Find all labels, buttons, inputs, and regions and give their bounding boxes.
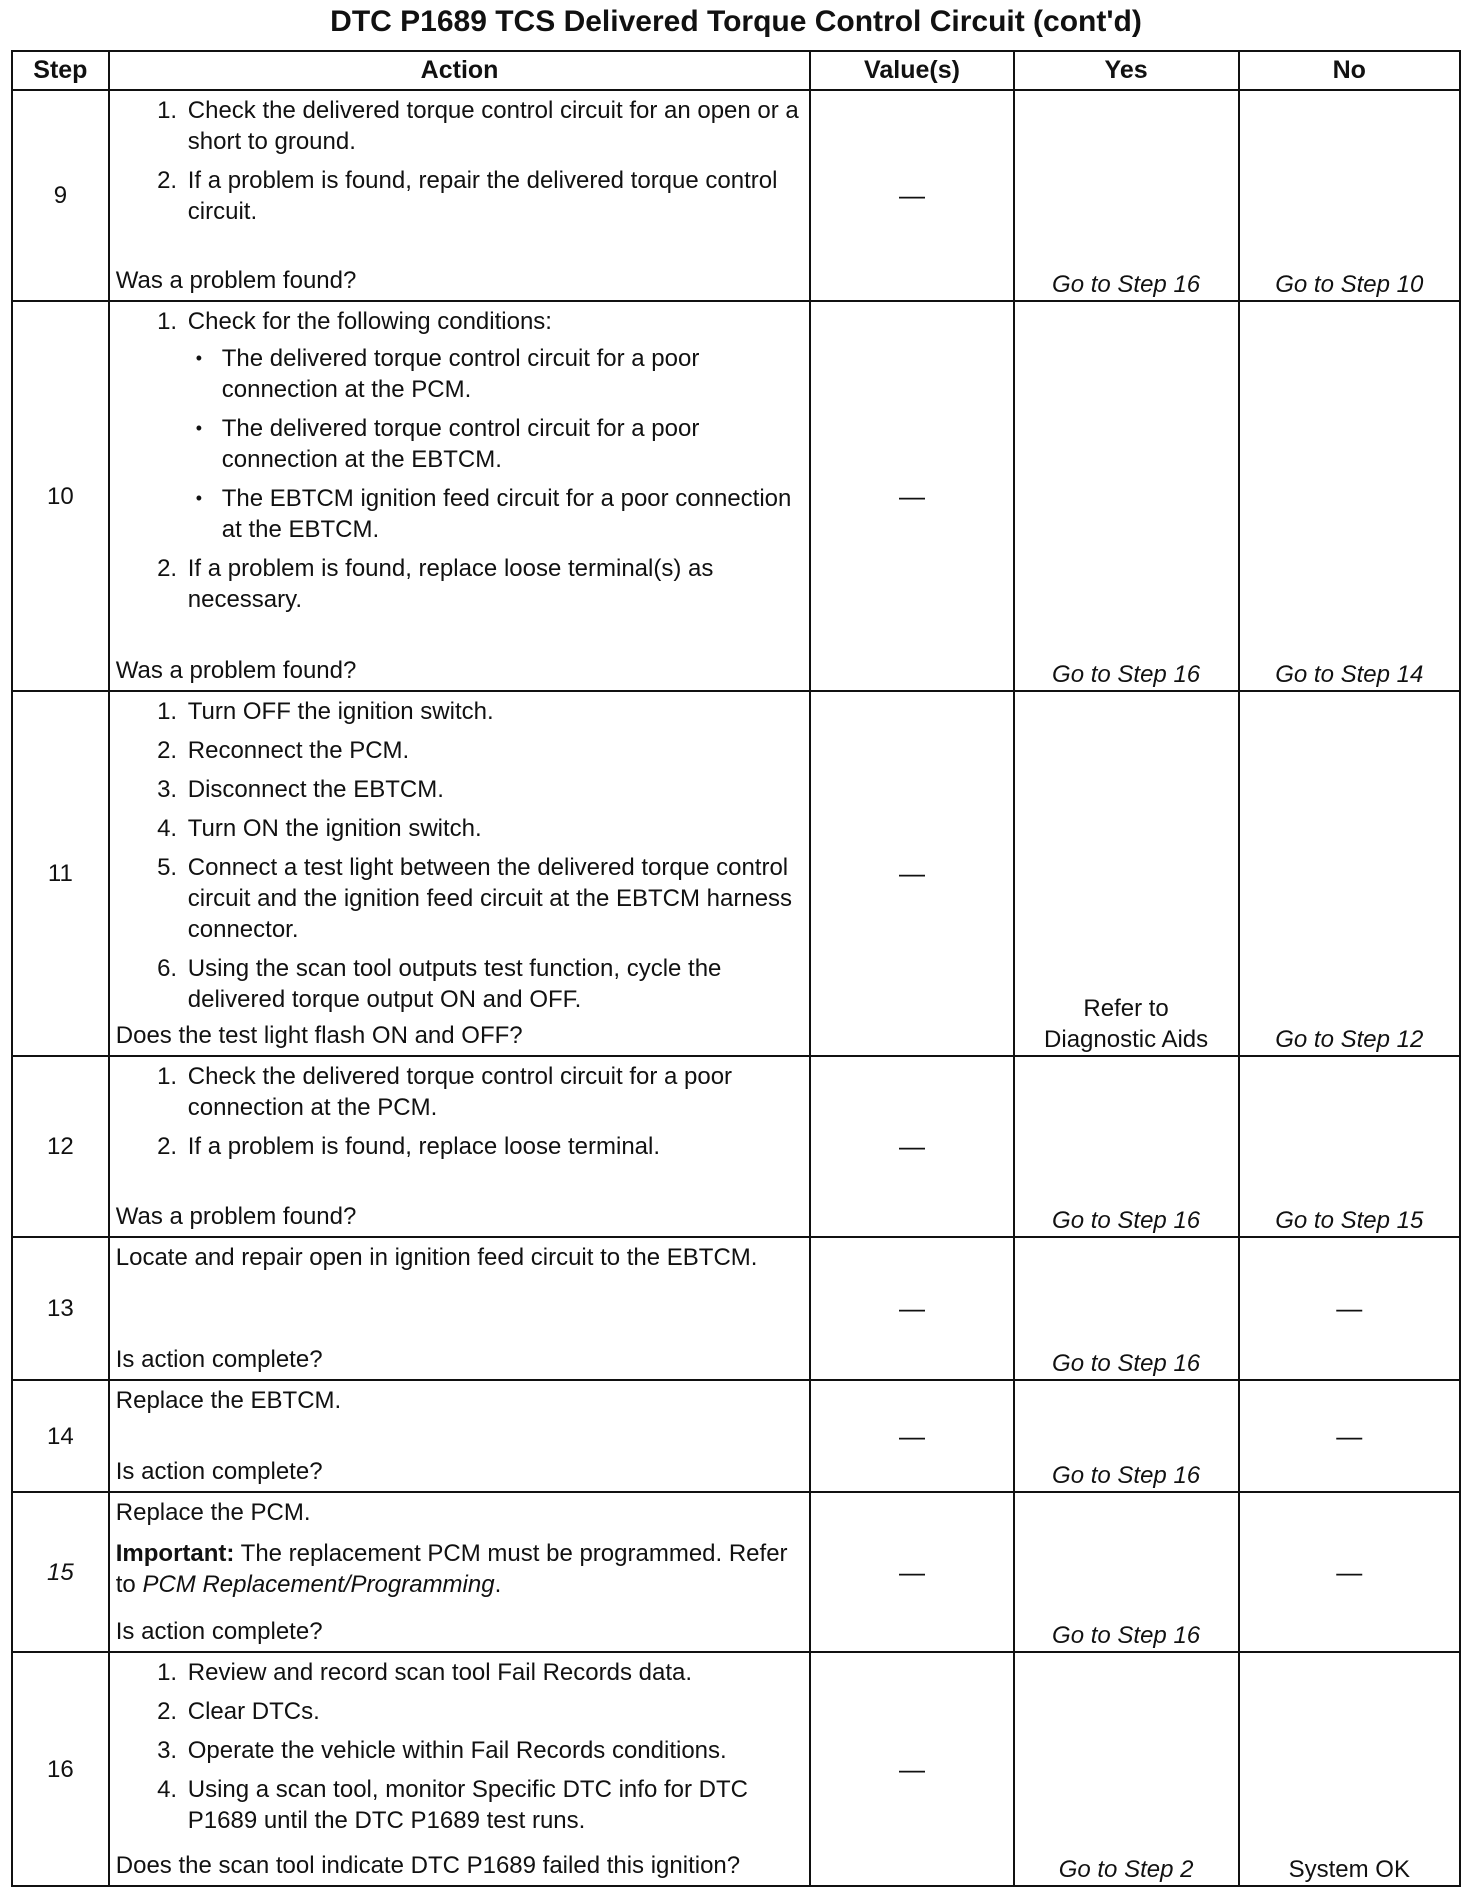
action-cell <box>109 1237 811 1380</box>
action-text: Replace the PCM. <box>115 1499 311 1526</box>
header-row <box>12 51 1460 90</box>
action-question: Is action complete? <box>115 1346 323 1373</box>
step-number: 14 <box>12 1380 109 1492</box>
action-cell <box>109 1492 811 1652</box>
action-steps <box>116 306 804 615</box>
header-no: No <box>1239 51 1460 90</box>
step-number: 13 <box>12 1237 109 1380</box>
no-value: — <box>1239 1237 1460 1380</box>
important-label: Important: <box>115 1540 235 1567</box>
action-question: Was a problem found? <box>115 1203 357 1230</box>
table-row <box>12 691 1460 1056</box>
list-item: 4. Turn ON the ignition switch. <box>184 813 804 844</box>
header-step: Step <box>12 51 109 90</box>
action-text: Replace the EBTCM. <box>115 1387 342 1414</box>
action-question: Is action complete? <box>115 1618 323 1645</box>
action-steps <box>116 1657 804 1836</box>
list-item: 3. Disconnect the EBTCM. <box>184 774 804 805</box>
step-number: 16 <box>12 1652 109 1886</box>
table-row <box>12 1237 1460 1380</box>
action-cell <box>109 1056 811 1237</box>
list-item: 4. Using a scan tool, monitor Specific DTC info for DTC P1689 until the DTC P1689 test runs. <box>184 1774 804 1836</box>
header-action: Action <box>109 51 811 90</box>
list-item: 2. Clear DTCs. <box>184 1696 804 1727</box>
table-row <box>12 1380 1460 1492</box>
yes-link[interactable]: Go to Step 16 <box>1014 1237 1239 1380</box>
no-value: — <box>1239 1492 1460 1652</box>
action-steps <box>116 95 804 227</box>
list-item: 2. Reconnect the PCM. <box>184 735 804 766</box>
action-cell <box>109 1652 811 1886</box>
action-question: Was a problem found? <box>115 267 357 294</box>
action-cell <box>109 691 811 1056</box>
action-question: Was a problem found? <box>115 657 357 684</box>
value-cell: — <box>810 1237 1013 1380</box>
yes-link[interactable]: Go to Step 16 <box>1014 1380 1239 1492</box>
action-cell <box>109 90 811 301</box>
yes-link[interactable]: Go to Step 16 <box>1014 301 1239 691</box>
no-result: System OK <box>1239 1652 1460 1886</box>
action-question: Does the scan tool indicate DTC P1689 failed this ignition? <box>115 1852 741 1879</box>
list-item <box>184 306 804 545</box>
table-row <box>12 1492 1460 1652</box>
table-row <box>12 1652 1460 1886</box>
step-number: 10 <box>12 301 109 691</box>
action-steps <box>116 696 804 1015</box>
action-steps <box>116 1061 804 1162</box>
no-value: — <box>1239 1380 1460 1492</box>
yes-link[interactable]: Go to Step 2 <box>1014 1652 1239 1886</box>
list-item: 1. Turn OFF the ignition switch. <box>184 696 804 727</box>
diagnostic-table <box>11 50 1461 1887</box>
sub-item: • The delivered torque control circuit for a poor connection at the PCM. <box>222 343 804 405</box>
action-question: Does the test light flash ON and OFF? <box>115 1022 523 1049</box>
yes-link[interactable] <box>1014 691 1239 1056</box>
no-link[interactable]: Go to Step 14 <box>1239 301 1460 691</box>
value-cell: — <box>810 1056 1013 1237</box>
list-item: 1. Check the delivered torque control circuit for a poor connection at the PCM. <box>184 1061 804 1123</box>
sub-item: • The EBTCM ignition feed circuit for a poor connection at the EBTCM. <box>222 483 804 545</box>
yes-line: Diagnostic Aids <box>1044 1026 1209 1053</box>
yes-link[interactable]: Go to Step 16 <box>1014 1492 1239 1652</box>
list-item: 6. Using the scan tool outputs test function, cycle the delivered torque output ON and OFF. <box>184 953 804 1015</box>
table-row <box>12 1056 1460 1237</box>
value-cell: — <box>810 1380 1013 1492</box>
page-title: DTC P1689 TCS Delivered Torque Control Circuit (cont'd) <box>330 5 1142 38</box>
list-item: 2. If a problem is found, replace loose terminal(s) as necessary. <box>184 553 804 615</box>
yes-line: Refer to <box>1083 995 1169 1022</box>
action-cell <box>109 1380 811 1492</box>
list-item: 2. If a problem is found, replace loose terminal. <box>184 1131 804 1162</box>
action-question: Is action complete? <box>115 1458 323 1485</box>
step-number: 12 <box>12 1056 109 1237</box>
table-row <box>12 301 1460 691</box>
important-text: The replacement PCM must be programmed. Refer to <box>115 1540 788 1598</box>
list-item: 3. Operate the vehicle within Fail Records conditions. <box>184 1735 804 1766</box>
reference-link[interactable]: PCM Replacement/Programming <box>142 1571 495 1598</box>
header-yes: Yes <box>1014 51 1239 90</box>
yes-link[interactable]: Go to Step 16 <box>1014 1056 1239 1237</box>
condition-list <box>188 343 804 545</box>
list-item: 5. Connect a test light between the delivered torque control circuit and the ignition feed circuit at the EBTCM harness connector. <box>184 852 804 945</box>
value-cell: — <box>810 301 1013 691</box>
action-cell <box>109 301 811 691</box>
list-item: 1. Check the delivered torque control circuit for an open or a short to ground. <box>184 95 804 157</box>
yes-link[interactable]: Go to Step 16 <box>1014 90 1239 301</box>
no-link[interactable]: Go to Step 10 <box>1239 90 1460 301</box>
action-text: Locate and repair open in ignition feed circuit to the EBTCM. <box>115 1244 758 1271</box>
step-number: 9 <box>12 90 109 301</box>
header-value: Value(s) <box>810 51 1013 90</box>
value-cell: — <box>810 1492 1013 1652</box>
important-note <box>116 1538 804 1600</box>
value-cell: — <box>810 691 1013 1056</box>
table-row <box>12 90 1460 301</box>
value-cell: — <box>810 1652 1013 1886</box>
list-item-text: Check for the following conditions: <box>187 308 552 335</box>
value-cell: — <box>810 90 1013 301</box>
important-end: . <box>494 1571 502 1598</box>
step-number: 11 <box>12 691 109 1056</box>
list-item: 2. If a problem is found, repair the delivered torque control circuit. <box>184 165 804 227</box>
no-link[interactable]: Go to Step 12 <box>1239 691 1460 1056</box>
step-number: 15 <box>12 1492 109 1652</box>
list-item: 1. Review and record scan tool Fail Records data. <box>184 1657 804 1688</box>
no-link[interactable]: Go to Step 15 <box>1239 1056 1460 1237</box>
sub-item: • The delivered torque control circuit for a poor connection at the EBTCM. <box>222 413 804 475</box>
